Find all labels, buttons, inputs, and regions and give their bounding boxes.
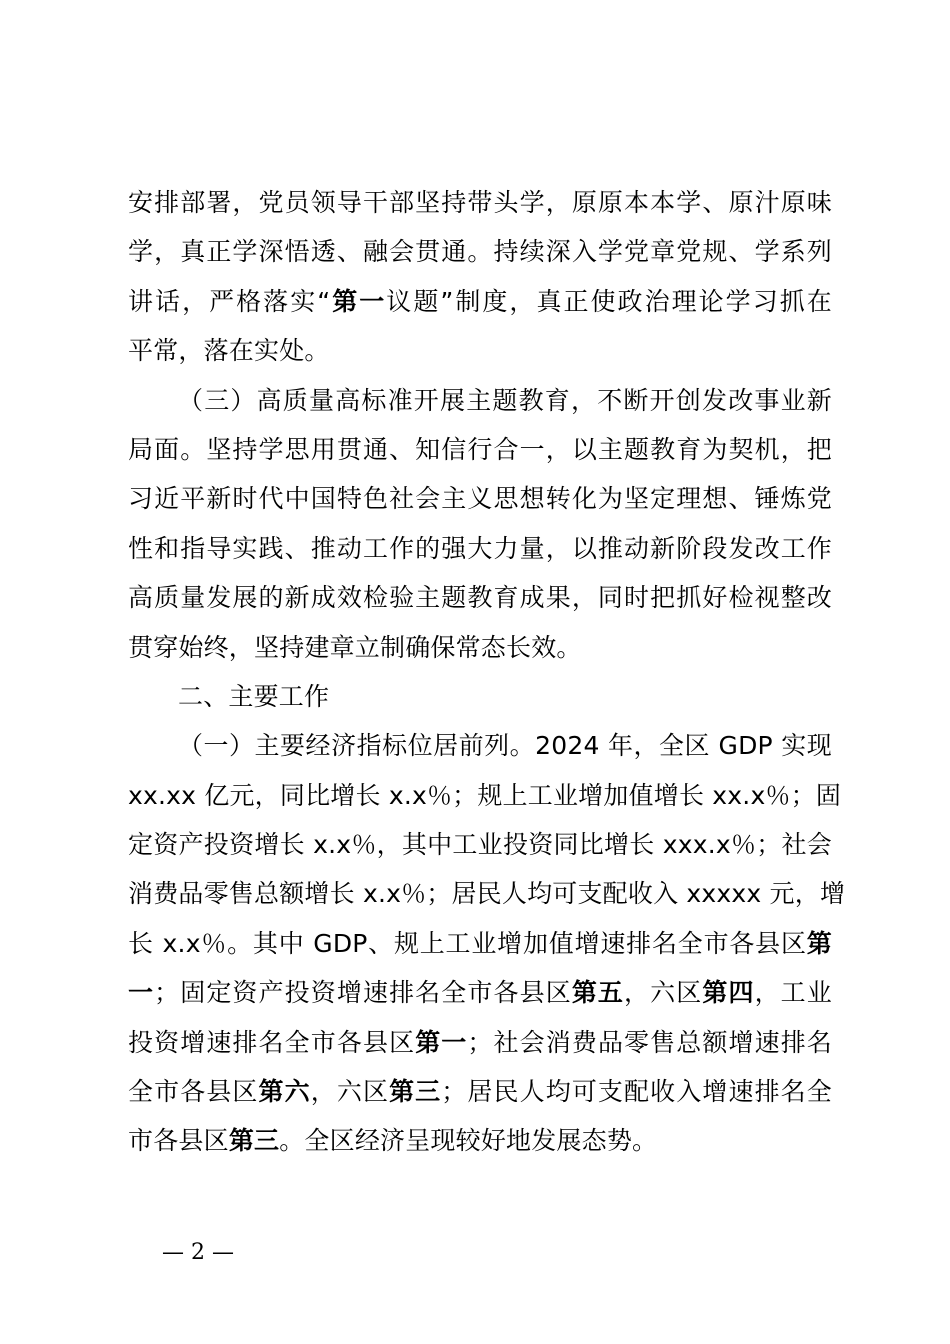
paragraph — [128, 376, 832, 672]
text-line: 投资增速排名全市各县区第一；社会消费品零售总额增速排名 — [128, 1027, 832, 1057]
text-line: 局面。坚持学思用贯通、知信行合一，以主题教育为契机，把 — [128, 434, 832, 464]
text-line: 讲话，严格落实“第一议题”制度，真正使政治理论学习抓在 — [128, 286, 832, 316]
text-line: 一；固定资产投资增速排名全市各县区第五，六区第四，工业 — [128, 978, 832, 1008]
body-text — [128, 178, 846, 1166]
text-line: 安排部署，党员领导干部坚持带头学，原原本本学、原汁原味 — [128, 188, 832, 217]
bold-text: 第 — [806, 928, 832, 958]
bold-text: 第五 — [571, 978, 625, 1008]
bold-text: 第三 — [228, 1126, 280, 1156]
bold-text: 第一 — [330, 286, 387, 316]
paragraph — [128, 178, 832, 376]
page-number: — 2 — — [162, 1240, 234, 1265]
text-line: 消费品零售总额增长 x.x％；居民人均可支配收入 xxxxx 元，增 — [128, 879, 846, 909]
text-line: 性和指导实践、推动工作的强大力量，以推动新阶段发改工作 — [128, 533, 832, 563]
bold-text: 第四 — [702, 978, 755, 1008]
text-line: 市各县区第三。全区经济呈现较好地发展态势。 — [128, 1126, 658, 1156]
paragraph — [128, 672, 832, 721]
bold-text: 一 — [128, 978, 155, 1008]
text-line: 习近平新时代中国特色社会主义思想转化为坚定理想、锤炼党 — [128, 484, 832, 514]
text-line: 贯穿始终，坚持建章立制确保常态长效。 — [128, 632, 582, 662]
text-line: 二、主要工作 — [178, 681, 330, 711]
text-line: xx.xx 亿元，同比增长 x.x％；规上工业增加值增长 xx.x％；固 — [128, 780, 842, 810]
bold-text: 第六 — [258, 1077, 311, 1107]
bold-text: 第三 — [389, 1077, 442, 1107]
bold-text: 第一 — [415, 1027, 468, 1057]
text-line: 长 x.x％。其中 GDP、规上工业增加值增速排名全市各县区第 — [128, 928, 832, 958]
text-line: 全市各县区第六，六区第三；居民人均可支配收入增速排名全 — [128, 1077, 832, 1107]
text-line: （三）高质量高标准开展主题教育，不断开创发改事业新 — [178, 385, 832, 415]
paragraph — [128, 721, 846, 1166]
text-line: 高质量发展的新成效检验主题教育成果，同时把抓好检视整改 — [128, 583, 832, 613]
text-line: （一）主要经济指标位居前列。2024 年，全区 GDP 实现 — [178, 731, 832, 761]
text-line: 平常，落在实处。 — [128, 336, 330, 366]
text-line: 定资产投资增长 x.x％，其中工业投资同比增长 xxx.x％；社会 — [128, 830, 832, 860]
text-line: 学，真正学深悟透、融会贯通。持续深入学党章党规、学系列 — [128, 237, 832, 267]
